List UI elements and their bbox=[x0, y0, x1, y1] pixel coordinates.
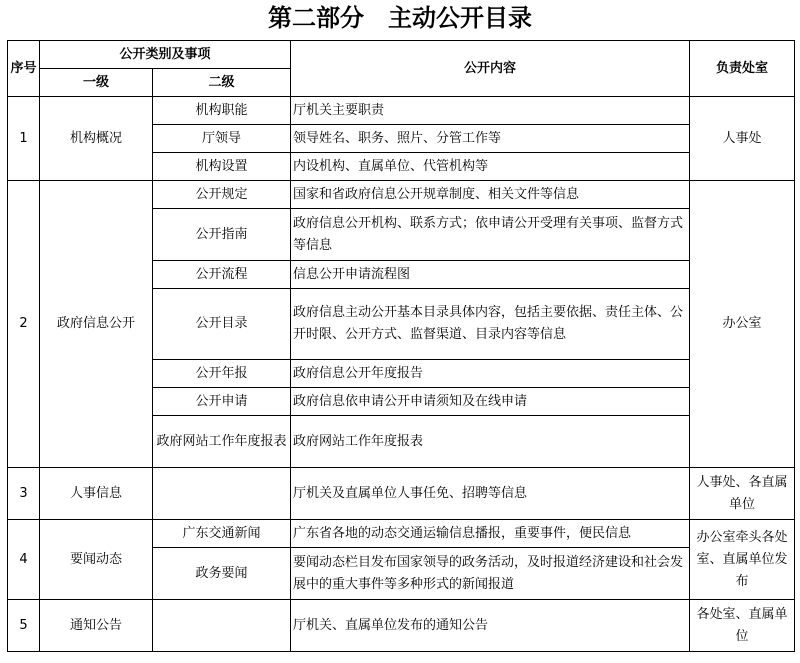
page-title: 第二部分 主动公开目录 bbox=[268, 4, 532, 32]
row-level1: 要闻动态 bbox=[40, 520, 153, 600]
row-seq: 5 bbox=[8, 600, 40, 652]
row-content: 厅机关及直属单位人事任免、招聘等信息 bbox=[291, 468, 690, 520]
row-dept: 办公室 bbox=[690, 181, 795, 468]
row-level2: 政府网站工作年度报表 bbox=[153, 416, 291, 468]
row-level2: 公开流程 bbox=[153, 261, 291, 289]
row-content: 政府信息主动公开基本目录具体内容，包括主要依据、责任主体、公开时限、公开方式、监督渠道、目录内容等信息 bbox=[291, 289, 690, 360]
row-content: 政府信息公开年度报告 bbox=[291, 360, 690, 388]
row-content: 政府信息依申请公开申请须知及在线申请 bbox=[291, 388, 690, 416]
row-content: 政府网站工作年度报表 bbox=[291, 416, 690, 468]
row-content: 国家和省政府信息公开规章制度、相关文件等信息 bbox=[291, 181, 690, 209]
row-level2: 公开申请 bbox=[153, 388, 291, 416]
row-content: 内设机构、直属单位、代管机构等 bbox=[291, 153, 690, 181]
row-content: 要闻动态栏目发布国家领导的政务活动，及时报道经济建设和社会发展中的重大事件等多种形式的新闻报道 bbox=[291, 548, 690, 600]
row-dept: 人事处、各直属单位 bbox=[690, 468, 795, 520]
row-seq: 1 bbox=[8, 97, 40, 181]
row-content: 广东省各地的动态交通运输信息播报，重要事件，便民信息 bbox=[291, 520, 690, 548]
header-dept: 负责处室 bbox=[690, 41, 795, 97]
disclosure-directory-table bbox=[7, 40, 795, 652]
table-row bbox=[8, 600, 795, 652]
row-dept: 办公室牵头各处室、直属单位发布 bbox=[690, 520, 795, 600]
row-level2: 广东交通新闻 bbox=[153, 520, 291, 548]
row-level2: 机构设置 bbox=[153, 153, 291, 181]
row-level2: 公开年报 bbox=[153, 360, 291, 388]
row-level1: 人事信息 bbox=[40, 468, 153, 520]
row-seq: 3 bbox=[8, 468, 40, 520]
row-level2 bbox=[153, 600, 291, 652]
row-seq: 2 bbox=[8, 181, 40, 468]
table-row bbox=[8, 181, 795, 209]
header-level1: 一级 bbox=[40, 69, 153, 97]
row-level2: 厅领导 bbox=[153, 125, 291, 153]
row-level2: 公开目录 bbox=[153, 289, 291, 360]
row-content: 厅机关主要职责 bbox=[291, 97, 690, 125]
row-content: 信息公开申请流程图 bbox=[291, 261, 690, 289]
row-level2: 机构职能 bbox=[153, 97, 291, 125]
row-level2 bbox=[153, 468, 291, 520]
row-content: 厅机关、直属单位发布的通知公告 bbox=[291, 600, 690, 652]
row-level1: 机构概况 bbox=[40, 97, 153, 181]
header-category: 公开类别及事项 bbox=[40, 41, 291, 69]
row-level1: 通知公告 bbox=[40, 600, 153, 652]
table-row bbox=[8, 468, 795, 520]
row-content: 政府信息公开机构、联系方式；依申请公开受理有关事项、监督方式等信息 bbox=[291, 209, 690, 261]
row-level2: 政务要闻 bbox=[153, 548, 291, 600]
table-row bbox=[8, 520, 795, 548]
header-content: 公开内容 bbox=[291, 41, 690, 97]
header-level2: 二级 bbox=[153, 69, 291, 97]
row-level2: 公开规定 bbox=[153, 181, 291, 209]
table-row bbox=[8, 97, 795, 125]
table-header-row bbox=[8, 41, 795, 69]
row-dept: 各处室、直属单位 bbox=[690, 600, 795, 652]
row-content: 领导姓名、职务、照片、分管工作等 bbox=[291, 125, 690, 153]
row-seq: 4 bbox=[8, 520, 40, 600]
row-level2: 公开指南 bbox=[153, 209, 291, 261]
header-seq: 序号 bbox=[8, 41, 40, 97]
row-dept: 人事处 bbox=[690, 97, 795, 181]
row-level1: 政府信息公开 bbox=[40, 181, 153, 468]
